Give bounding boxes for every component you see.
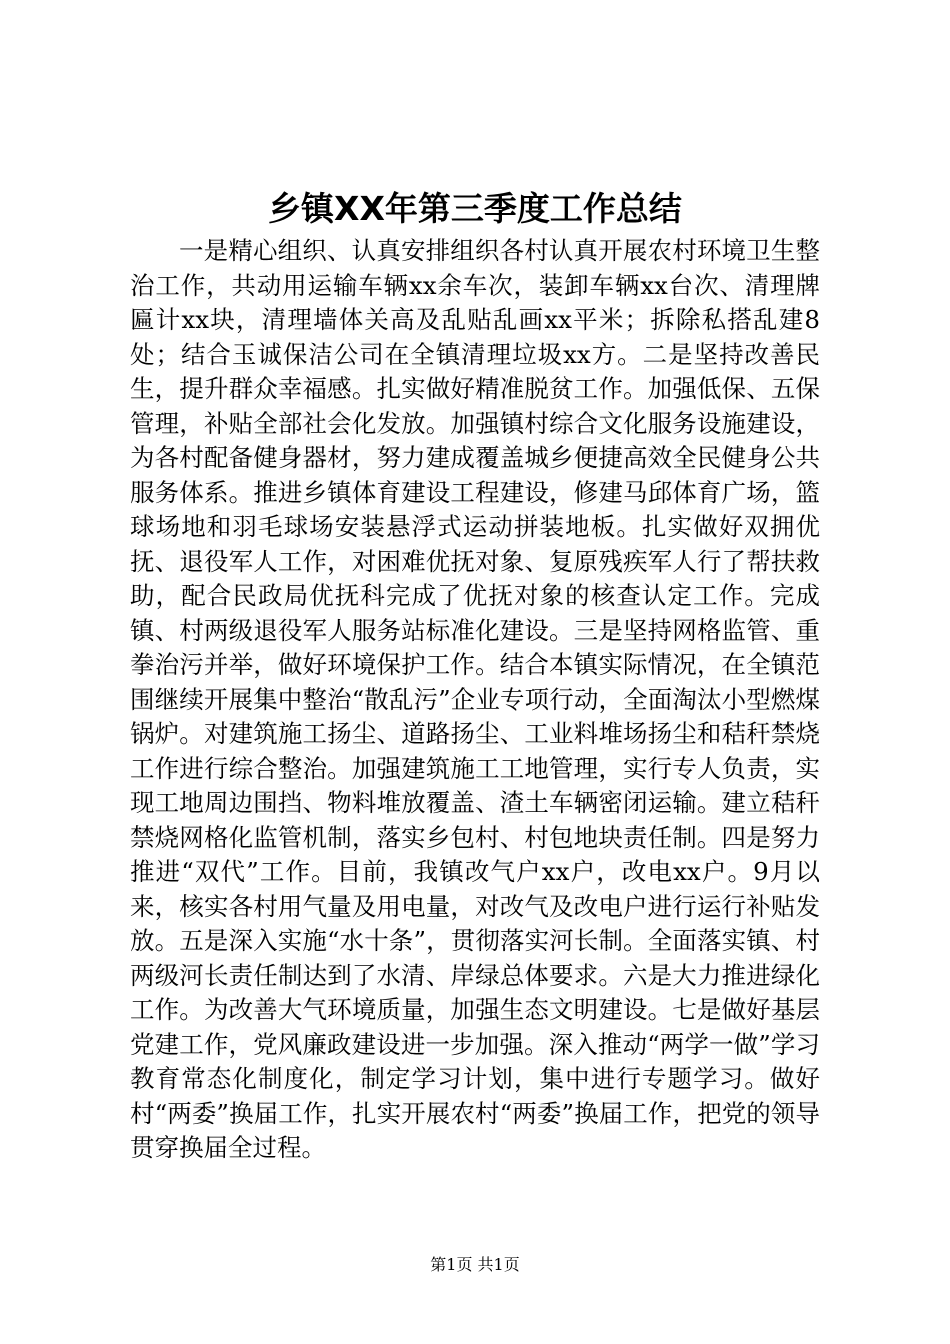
page-footer: 第1页 共1页 <box>430 1255 520 1274</box>
body-paragraph: 一是精心组织、认真安排组织各村认真开展农村环境卫生整治工作，共动用运输车辆xx余车次，装卸车辆xx台次、清理牌匾计xx块，清理墙体关高及乱贴乱画xx平米；拆除私搭乱建8处；结合玉诚保洁公司在全镇清理垃圾xx方。二是坚持改善民生，提升群众幸福感。扎实做好精准脱贫工作。加强低保、五保管理，补贴全部社会化发放。加强镇村综合文化服务设施建设，为各村配备健身器材，努力建成覆盖城乡便捷高效全民健身公共服务体系。推进乡镇体育建设工程建设，修建马邱体育广场，篮球场地和羽毛球场安装悬浮式运动拼装地板。扎实做好双拥优抚、退役军人工作，对困难优抚对象、复原残疾军人行了帮扶救助，配合民政局优抚科完成了优抚对象的核查认定工作。完成镇、村两级退役军人服务站标准化建设。三是坚持网格监管、重拳治污并举，做好环境保护工作。结合本镇实际情况，在全镇范围继续开展集中整治“散乱污”企业专项行动，全面淘汰小型燃煤锅炉。对建筑施工扬尘、道路扬尘、工业料堆场扬尘和秸秆禁烧工作进行综合整治。加强建筑施工工地管理，实行专人负责，实现工地周边围挡、物料堆放覆盖、渣土车辆密闭运输。建立秸秆禁烧网格化监管机制，落实乡包村、村包地块责任制。四是努力推进“双代”工作。目前，我镇改气户xx户，改电xx户。9月以来，核实各村用气量及用电量，对改气及改电户进行运行补贴发放。五是深入实施“水十条”，贯彻落实河长制。全面落实镇、村两级河长责任制达到了水清、岸绿总体要求。六是大力推进绿化工作。为改善大气环境质量，加强生态文明建设。七是做好基层党建工作，党风廉政建设进一步加强。深入推动“两学一做”学习教育常态化制度化，制定学习计划，集中进行专题学习。做好村“两委”换届工作，扎实开展农村“两委”换届工作，把党的领导贯穿换届全过程。 <box>130 236 820 1162</box>
document-title: 乡镇XX年第三季度工作总结 <box>268 189 682 228</box>
